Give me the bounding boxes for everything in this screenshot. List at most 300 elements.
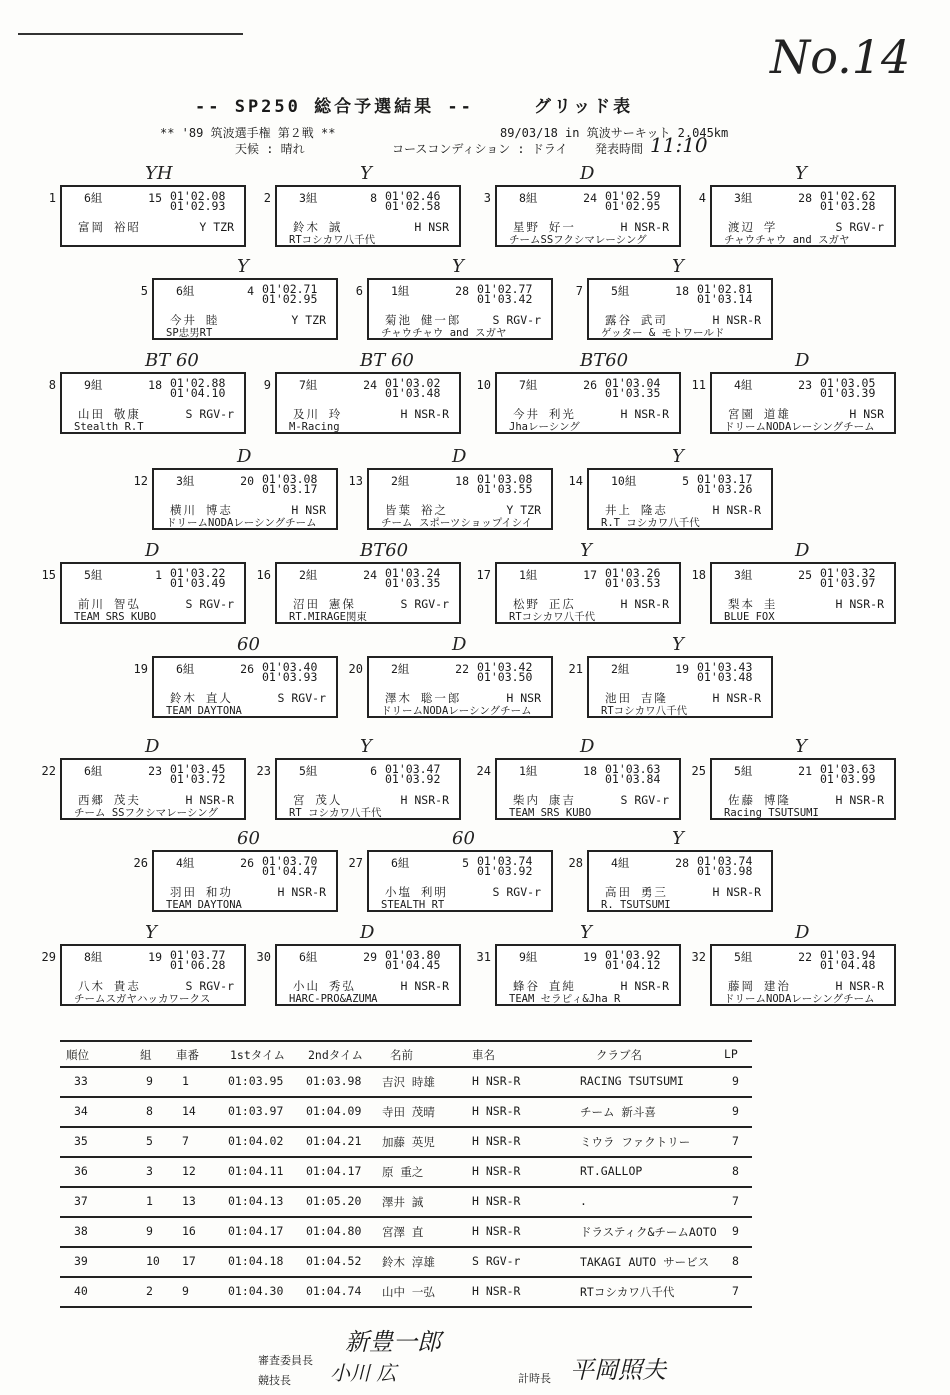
- row-name: 原 重之: [382, 1165, 424, 1179]
- grid-position-number: 9: [263, 378, 271, 392]
- car-number: 19: [583, 950, 597, 964]
- race-director-label: 競技長: [258, 1374, 291, 1387]
- driver-name: 柴内 康吉: [513, 793, 576, 807]
- group-label: 7組: [519, 378, 538, 392]
- grid-position-number: 12: [133, 474, 148, 488]
- grid-position-number: 25: [691, 764, 706, 778]
- machine: S RGV-r: [277, 691, 326, 705]
- driver-name: 藤岡 建治: [728, 979, 791, 993]
- machine: H NSR-R: [620, 979, 669, 993]
- group-label: 2組: [391, 662, 410, 676]
- row-club: TAKAGI AUTO サービス: [580, 1255, 710, 1269]
- row-t1: 01:04.18: [228, 1254, 284, 1268]
- driver-name: 今井 利光: [513, 407, 576, 421]
- grid-card: [152, 850, 338, 912]
- machine: S RGV-r: [835, 220, 884, 234]
- car-number: 26: [240, 856, 254, 870]
- group-label: 6組: [176, 662, 195, 676]
- car-number: 20: [240, 474, 254, 488]
- driver-name: 鈴木 直人: [170, 691, 233, 705]
- second-time: 01'04.10: [170, 386, 226, 400]
- header-machine: 車名: [472, 1048, 495, 1062]
- club-name: RT コシカワ八千代: [289, 807, 382, 819]
- row-car: 9: [182, 1284, 189, 1298]
- row-group: 9: [146, 1224, 153, 1238]
- driver-name: 羽田 和功: [170, 885, 233, 899]
- second-time: 01'03.92: [477, 864, 533, 878]
- row-car: 13: [182, 1194, 196, 1208]
- first-time: 01'03.22: [170, 566, 226, 580]
- group-label: 2組: [391, 474, 410, 488]
- row-t1: 01:04.30: [228, 1284, 284, 1298]
- car-number: 6: [370, 764, 377, 778]
- header-pos: 順位: [66, 1048, 89, 1062]
- car-number: 25: [798, 568, 812, 582]
- row-t1: 01:04.17: [228, 1224, 284, 1238]
- tire-note: Y: [580, 922, 592, 943]
- grid-position-number: 7: [575, 284, 583, 298]
- row-group: 10: [146, 1254, 160, 1268]
- car-number: 5: [682, 474, 689, 488]
- car-number: 18: [148, 378, 162, 392]
- car-number: 24: [363, 378, 377, 392]
- tire-note: D: [795, 922, 810, 943]
- group-label: 6組: [176, 284, 195, 298]
- first-time: 01'03.63: [820, 762, 876, 776]
- chief-signature: 新豊一郎: [345, 1328, 441, 1356]
- row-name: 寺田 茂晴: [382, 1105, 435, 1119]
- grid-position-number: 3: [483, 191, 491, 205]
- grid-position-number: 10: [476, 378, 491, 392]
- page-title: [195, 92, 633, 117]
- first-time: 01'03.43: [697, 660, 753, 674]
- first-time: 01'03.63: [605, 762, 661, 776]
- driver-name: 及川 玲: [293, 407, 343, 421]
- tire-note: D: [237, 446, 252, 467]
- tire-note: D: [360, 922, 375, 943]
- group-label: 9組: [84, 378, 103, 392]
- machine: H NSR-R: [400, 407, 449, 421]
- driver-name: 松野 正広: [513, 597, 576, 611]
- second-time: 01'03.99: [820, 772, 876, 786]
- first-time: 01'02.81: [697, 282, 753, 296]
- driver-name: 皆葉 裕之: [385, 503, 448, 517]
- second-time: 01'02.95: [605, 199, 661, 213]
- first-time: 01'03.45: [170, 762, 226, 776]
- driver-name: 蜂谷 直純: [513, 979, 576, 993]
- machine: H NSR: [414, 220, 449, 234]
- grid-card: [710, 562, 896, 624]
- grid-card: [495, 562, 681, 624]
- club-name: Jhaレーシング: [509, 421, 580, 433]
- first-time: 01'03.17: [697, 472, 753, 486]
- tire-note: Y: [580, 540, 592, 561]
- grid-card: [60, 185, 246, 247]
- tire-note: Y: [452, 256, 464, 277]
- grid-card: [152, 656, 338, 718]
- second-time: 01'03.35: [385, 576, 441, 590]
- grid-position-number: 20: [348, 662, 363, 676]
- machine: S RGV-r: [492, 313, 541, 327]
- second-time: 01'06.28: [170, 958, 226, 972]
- second-time: 01'03.28: [820, 199, 876, 213]
- group-label: 6組: [84, 191, 103, 205]
- car-number: 28: [675, 856, 689, 870]
- machine: H NSR-R: [712, 503, 761, 517]
- driver-name: 露谷 武司: [605, 313, 668, 327]
- car-number: 18: [583, 764, 597, 778]
- machine: H NSR-R: [620, 407, 669, 421]
- car-number: 5: [462, 856, 469, 870]
- machine: H NSR-R: [185, 793, 234, 807]
- machine: H NSR-R: [835, 597, 884, 611]
- row-machine: S RGV-r: [472, 1254, 521, 1268]
- first-time: 01'03.80: [385, 948, 441, 962]
- driver-name: 渡辺 学: [728, 220, 778, 234]
- grid-card: [587, 656, 773, 718]
- first-time: 01'03.05: [820, 376, 876, 390]
- table-row: [60, 1098, 752, 1128]
- driver-name: 宮 茂人: [293, 793, 343, 807]
- grid-card: [367, 468, 553, 530]
- machine: S RGV-r: [185, 407, 234, 421]
- grid-card: [60, 562, 246, 624]
- header-t1: 1stタイム: [230, 1048, 286, 1062]
- first-time: 01'03.47: [385, 762, 441, 776]
- tire-note: Y: [672, 634, 684, 655]
- row-lp: 8: [732, 1164, 739, 1178]
- machine: H NSR-R: [712, 313, 761, 327]
- car-number: 18: [455, 474, 469, 488]
- machine: Y TZR: [506, 503, 541, 517]
- row-machine: H NSR-R: [472, 1164, 521, 1178]
- second-time: 01'03.92: [385, 772, 441, 786]
- second-time: 01'03.39: [820, 386, 876, 400]
- machine: H NSR-R: [712, 691, 761, 705]
- group-label: 5組: [611, 284, 630, 298]
- group-label: 1組: [391, 284, 410, 298]
- grid-position-number: 24: [476, 764, 491, 778]
- club-name: RTコシカワ八千代: [509, 611, 596, 623]
- group-label: 2組: [299, 568, 318, 582]
- row-lp: 7: [732, 1134, 739, 1148]
- row-t2: 01:04.74: [306, 1284, 362, 1298]
- row-t2: 01:04.09: [306, 1104, 362, 1118]
- second-time: 01'02.95: [262, 292, 318, 306]
- table-row: [60, 1158, 752, 1188]
- grid-card: [495, 944, 681, 1006]
- group-label: 4組: [734, 378, 753, 392]
- header-car: 車番: [176, 1048, 199, 1062]
- row-machine: H NSR-R: [472, 1284, 521, 1298]
- row-t2: 01:04.17: [306, 1164, 362, 1178]
- tire-note: Y: [360, 736, 372, 757]
- header-t2: 2ndタイム: [308, 1048, 364, 1062]
- driver-name: 小山 秀弘: [293, 979, 356, 993]
- car-number: 1: [155, 568, 162, 582]
- club-name: チームSSフクシマレーシング: [509, 234, 647, 246]
- second-time: 01'03.98: [697, 864, 753, 878]
- first-time: 01'02.62: [820, 189, 876, 203]
- group-label: 3組: [734, 568, 753, 582]
- row-car: 14: [182, 1104, 196, 1118]
- grid-position-number: 21: [568, 662, 583, 676]
- car-number: 4: [247, 284, 254, 298]
- table-row: [60, 1218, 752, 1248]
- club-name: BLUE FOX: [724, 611, 775, 623]
- row-club: チーム 新斗喜: [580, 1105, 656, 1119]
- first-time: 01'03.40: [262, 660, 318, 674]
- club-name: TEAM SRS KUBO: [74, 611, 157, 623]
- grid-position-number: 14: [568, 474, 583, 488]
- grid-position-number: 22: [41, 764, 56, 778]
- club-name: HARC-PRO&AZUMA: [289, 993, 378, 1005]
- top-rule: [18, 33, 243, 35]
- row-club: .: [580, 1194, 587, 1208]
- table-header: [60, 1040, 752, 1068]
- grid-card: [60, 372, 246, 434]
- second-time: 01'03.53: [605, 576, 661, 590]
- first-time: 01'03.94: [820, 948, 876, 962]
- row-t2: 01:05.20: [306, 1194, 362, 1208]
- club-name: R.T コシカワ八千代: [601, 517, 700, 529]
- row-t1: 01:04.11: [228, 1164, 284, 1178]
- grid-card: [367, 278, 553, 340]
- row-group: 3: [146, 1164, 153, 1178]
- group-label: 8組: [84, 950, 103, 964]
- driver-name: 前川 智弘: [78, 597, 141, 611]
- machine: H NSR-R: [400, 979, 449, 993]
- tire-note: D: [580, 163, 595, 184]
- grid-position-number: 15: [41, 568, 56, 582]
- second-time: 01'03.48: [385, 386, 441, 400]
- grid-card: [60, 944, 246, 1006]
- grid-position-number: 29: [41, 950, 56, 964]
- second-time: 01'03.72: [170, 772, 226, 786]
- second-time: 01'03.97: [820, 576, 876, 590]
- group-label: 4組: [611, 856, 630, 870]
- row-lp: 8: [732, 1254, 739, 1268]
- driver-name: 沼田 憲保: [293, 597, 356, 611]
- row-car: 1: [182, 1074, 189, 1088]
- row-club: RTコシカワ八千代: [580, 1285, 675, 1299]
- grid-position-number: 17: [476, 568, 491, 582]
- event-name: ** '89 筑波選手権 第２戦 **: [160, 126, 336, 140]
- first-time: 01'03.32: [820, 566, 876, 580]
- tire-note: 60: [452, 828, 475, 849]
- row-pos: 35: [74, 1134, 88, 1148]
- club-name: SP忠男RT: [166, 327, 213, 339]
- second-time: 01'03.26: [697, 482, 753, 496]
- tire-note: D: [452, 634, 467, 655]
- grid-card: [152, 468, 338, 530]
- grid-position-number: 32: [691, 950, 706, 964]
- machine: S RGV-r: [492, 885, 541, 899]
- row-club: ミウラ ファクトリー: [580, 1135, 691, 1149]
- table-row: [60, 1128, 752, 1158]
- tire-note: 60: [237, 634, 260, 655]
- row-name: 加藤 英児: [382, 1135, 435, 1149]
- driver-name: 山田 敬康: [78, 407, 141, 421]
- row-name: 宮澤 直: [382, 1225, 424, 1239]
- grid-card: [275, 944, 461, 1006]
- second-time: 01'03.50: [477, 670, 533, 684]
- driver-name: 高田 勇三: [605, 885, 668, 899]
- driver-name: 佐藤 博隆: [728, 793, 791, 807]
- row-machine: H NSR-R: [472, 1074, 521, 1088]
- first-time: 01'03.70: [262, 854, 318, 868]
- group-label: 4組: [176, 856, 195, 870]
- row-car: 7: [182, 1134, 189, 1148]
- driver-name: 澤木 聡一郎: [385, 691, 462, 705]
- car-number: 28: [798, 191, 812, 205]
- car-number: 29: [363, 950, 377, 964]
- row-pos: 40: [74, 1284, 88, 1298]
- machine: S RGV-r: [400, 597, 449, 611]
- row-name: 吉沢 時雄: [382, 1075, 435, 1089]
- grid-position-number: 26: [133, 856, 148, 870]
- row-pos: 36: [74, 1164, 88, 1178]
- title-grid: グリッド表: [533, 97, 634, 117]
- first-time: 01'03.92: [605, 948, 661, 962]
- second-time: 01'03.14: [697, 292, 753, 306]
- tire-note: D: [795, 540, 810, 561]
- club-name: R. TSUTSUMI: [601, 899, 671, 911]
- grid-card: [275, 372, 461, 434]
- grid-position-number: 11: [691, 378, 706, 392]
- first-time: 01'03.42: [477, 660, 533, 674]
- header-name: 名前: [390, 1048, 413, 1062]
- machine: S RGV-r: [185, 979, 234, 993]
- tire-note: D: [795, 350, 810, 371]
- car-number: 24: [583, 191, 597, 205]
- row-t1: 01:03.97: [228, 1104, 284, 1118]
- group-label: 6組: [391, 856, 410, 870]
- second-time: 01'04.48: [820, 958, 876, 972]
- title-main: -- SP250 総合予選結果 --: [195, 97, 474, 117]
- results-table: [60, 1040, 752, 1308]
- first-time: 01'03.74: [697, 854, 753, 868]
- driver-name: 鈴木 誠: [293, 220, 343, 234]
- grid-card: [275, 562, 461, 624]
- group-label: 1組: [519, 568, 538, 582]
- grid-card: [710, 372, 896, 434]
- grid-position-number: 6: [355, 284, 363, 298]
- row-name: 山中 一弘: [382, 1285, 435, 1299]
- driver-name: 井上 隆志: [605, 503, 668, 517]
- grid-position-number: 23: [256, 764, 271, 778]
- tire-note: Y: [237, 256, 249, 277]
- grid-card: [710, 185, 896, 247]
- row-t2: 01:04.21: [306, 1134, 362, 1148]
- grid-card: [367, 850, 553, 912]
- driver-name: 宮園 道雄: [728, 407, 791, 421]
- club-name: チーム スポーツショップイシイ: [381, 517, 533, 529]
- first-time: 01'03.26: [605, 566, 661, 580]
- table-row: [60, 1278, 752, 1308]
- club-name: TEAM セラピィ&Jha R: [509, 993, 621, 1005]
- driver-name: 横川 博志: [170, 503, 233, 517]
- grid-position-number: 16: [256, 568, 271, 582]
- car-number: 18: [675, 284, 689, 298]
- timekeeper-label: 計時長: [518, 1372, 551, 1385]
- first-time: 01'03.08: [262, 472, 318, 486]
- tire-note: Y: [672, 446, 684, 467]
- group-label: 3組: [176, 474, 195, 488]
- chief-label: 審査委員長: [258, 1354, 313, 1367]
- grid-card: [152, 278, 338, 340]
- grid-card: [495, 372, 681, 434]
- grid-position-number: 8: [48, 378, 56, 392]
- second-time: 01'03.35: [605, 386, 661, 400]
- second-time: 01'03.55: [477, 482, 533, 496]
- group-label: 1組: [519, 764, 538, 778]
- driver-name: 西郷 茂夫: [78, 793, 141, 807]
- car-number: 19: [148, 950, 162, 964]
- row-group: 8: [146, 1104, 153, 1118]
- group-label: 3組: [734, 191, 753, 205]
- club-name: ドリームNODAレーシングチーム: [166, 517, 317, 529]
- grid-position-number: 4: [698, 191, 706, 205]
- race-director-signature: 小川 広: [330, 1361, 397, 1385]
- row-lp: 9: [732, 1224, 739, 1238]
- first-time: 01'02.46: [385, 189, 441, 203]
- machine: H NSR: [849, 407, 884, 421]
- row-pos: 39: [74, 1254, 88, 1268]
- first-time: 01'03.77: [170, 948, 226, 962]
- club-name: TEAM SRS KUBO: [509, 807, 592, 819]
- grid-card: [587, 278, 773, 340]
- club-name: チームスガヤハッカワークス: [74, 993, 211, 1005]
- car-number: 26: [583, 378, 597, 392]
- machine: H NSR-R: [835, 793, 884, 807]
- second-time: 01'03.93: [262, 670, 318, 684]
- grid-position-number: 31: [476, 950, 491, 964]
- weather: 天候 : 晴れ: [235, 142, 305, 156]
- car-number: 21: [798, 764, 812, 778]
- tire-note: Y: [672, 828, 684, 849]
- row-t1: 01:04.13: [228, 1194, 284, 1208]
- grid-position-number: 5: [140, 284, 148, 298]
- tire-note: D: [145, 736, 160, 757]
- grid-position-number: 30: [256, 950, 271, 964]
- row-pos: 34: [74, 1104, 88, 1118]
- grid-position-number: 18: [691, 568, 706, 582]
- header-group: 組: [140, 1048, 152, 1062]
- group-label: 5組: [734, 950, 753, 964]
- release-time: 11:10: [650, 133, 708, 157]
- row-lp: 9: [732, 1104, 739, 1118]
- second-time: 01'03.42: [477, 292, 533, 306]
- driver-name: 星野 好一: [513, 220, 576, 234]
- club-name: RTコシカワ八千代: [601, 705, 688, 717]
- grid-card: [710, 758, 896, 820]
- tire-note: Y: [360, 163, 372, 184]
- car-number: 8: [370, 191, 377, 205]
- page-number: No.14: [770, 30, 911, 84]
- club-name: M-Racing: [289, 421, 340, 433]
- first-time: 01'03.24: [385, 566, 441, 580]
- table-row: [60, 1068, 752, 1098]
- second-time: 01'04.45: [385, 958, 441, 972]
- car-number: 22: [798, 950, 812, 964]
- club-name: チャウチャウ and スガヤ: [724, 234, 850, 246]
- group-label: 5組: [84, 568, 103, 582]
- club-name: Racing TSUTSUMI: [724, 807, 819, 819]
- tire-note: YH: [145, 163, 173, 184]
- first-time: 01'03.02: [385, 376, 441, 390]
- row-car: 12: [182, 1164, 196, 1178]
